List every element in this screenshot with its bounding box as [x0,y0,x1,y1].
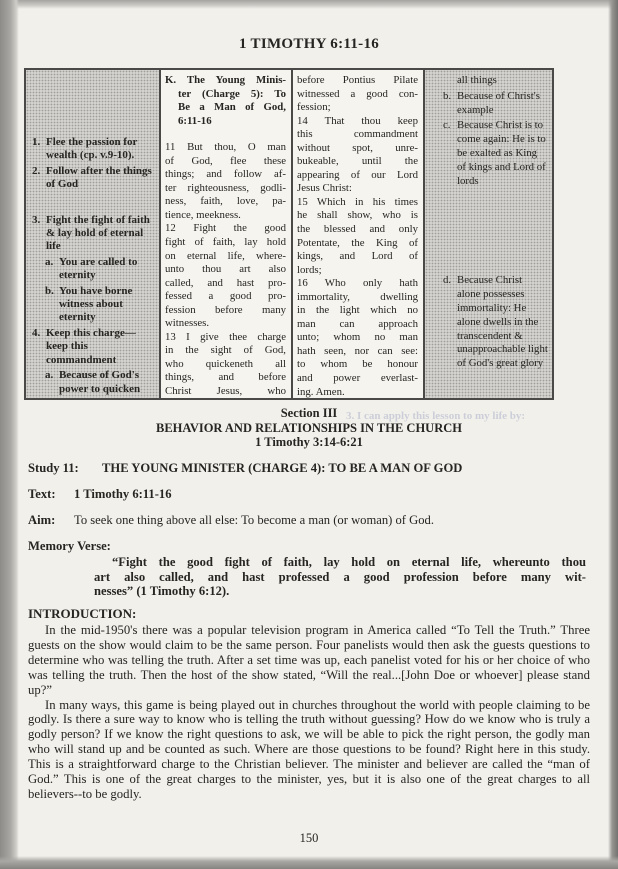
aim-label: Aim: [28,513,56,527]
text-line: man can approach [297,317,418,330]
outline-marker: 4. [32,326,41,339]
section-number: Section III [280,406,338,420]
text-line: of God, flee these [165,154,286,167]
text-line: Be a Man of God, [178,101,286,114]
text-line: ing. Amen. [297,385,345,398]
memory-verse-quote [94,555,586,599]
text-line: called, and hast pro- [165,276,286,289]
aim-value: To seek one thing above all else: To become a man (or woman) of God. [74,513,434,527]
text-line: witnessed a good con- [297,87,418,100]
outline-item [32,327,154,367]
outline-marker: b. [443,89,452,102]
page-number: 150 [299,831,319,845]
text-line: in the light which no [297,304,418,317]
text-line: “Fight the good fight of faith, lay hold on eternal life, whereunto thou [112,555,586,569]
scripture-outline-table [24,68,554,400]
outline-marker: c. [443,119,451,132]
text-row [28,487,591,502]
outline-text: Because Christ alone possesses immortality: He alone dwells in the transcendent & unapproachable light of God's great glory [457,274,548,370]
text-line: the blessed and only [297,223,418,236]
text-line: things; and follow af- [165,168,286,181]
outline-marker [443,74,457,88]
text-line: kings, and Lord of [297,250,418,263]
text-line: things, and before [165,371,286,384]
memory-verse-label: Memory Verse: [28,539,111,553]
text-line: this commandment [297,128,418,141]
outline-item [430,74,548,88]
text-line: tience, meekness. [165,208,241,221]
text-line: in the sight of God, [165,344,286,357]
outline-text: Flee the passion for wealth (cp. v.9-10). [46,136,138,162]
outline-text: Fight the fight of faith & lay hold of eternal life [46,213,150,253]
text-line: who quickeneth all [165,357,286,370]
introduction-paragraphs [28,623,590,802]
outline-item [430,90,548,118]
section-title: BEHAVIOR AND RELATIONSHIPS IN THE CHURCH [156,420,462,435]
introduction-heading: INTRODUCTION: [28,606,137,621]
outline-marker: a. [45,369,54,382]
outline-item [32,165,154,192]
text-line: 15 Which in his times [297,195,418,208]
text-line: and power everlast- [297,372,418,385]
text-line: bukeable, until the [297,155,418,168]
scripture-verses-11-13 [165,141,286,398]
text-line: hath seen, nor can see: [297,344,418,357]
text-line: lords; [297,263,322,276]
outline-text: Because of God's power to quicken [59,369,141,395]
outline-marker: 1. [32,136,41,148]
outline-right-column [425,70,552,398]
text-line: immortality, dwelling [297,290,418,303]
outline-item [430,119,548,188]
text-line: on eternal life, where- [165,249,286,262]
section-reference: 1 Timothy 3:14-6:21 [255,435,363,449]
text-line: ness, faith, love, pa- [165,195,286,208]
page-title: 1 TIMOTHY 6:11-16 [238,36,380,52]
memory-verse-row [28,539,591,554]
text-line: he shall show, who is [297,209,418,222]
scripture-column-2 [293,70,425,398]
bleedthrough-text: 3. I can apply this lesson to my life by: [346,410,526,422]
outline-text: Because Christ is to come again: He is to be exalted as King of kings and Lord of lords [457,119,546,187]
outline-item [32,369,154,396]
text-line: without spot, unre- [297,141,418,154]
study-row [28,461,591,476]
scan-edge-bottom [0,856,618,869]
outline-marker: 2. [32,164,41,177]
text-line: 13 I give thee charge [165,330,286,343]
study-title: THE YOUNG MINISTER (CHARGE 4): TO BE A MAN OF GOD [102,461,463,475]
outline-text: all things [457,74,497,86]
text-line: ter (Charge 5): To [178,87,286,100]
text-line: unto; whom no man [297,331,418,344]
aim-row [28,513,591,528]
text-line: 16 Who only hath [297,277,418,290]
text-line: Christ Jesus, who [165,385,286,398]
text-value: 1 Timothy 6:11-16 [74,487,172,501]
outline-marker: d. [443,274,452,287]
outline-marker: a. [45,255,54,268]
outline-item [32,214,154,254]
text-line: art also called, and hast professed a good profession before many wit- [94,569,586,584]
outline-text: You have borne witness about eternity [59,284,133,324]
text-line: fession; [297,101,331,114]
outline-marker: 3. [32,213,41,226]
outline-left-column [26,70,161,398]
intro-paragraph: In many ways, this game is being played out in churches throughout the world with people claiming to be godly. Is there a sure way to know who is telling the truth without guessing? How do we know who is truly a godly person? If we know the right questions to ask, we will be able to pick the right person, the godly man who will stand up and be counted as such. Where are those questions to be found? Right here in this study. This is a straightforward charge to the Christian believer. The minister and believer are called the “man of God.” This is one of the great charges to the minister, yes, but it is also one of the great charges to all believers--to be godly. [28,697,590,801]
study-label: Study 11: [28,461,79,475]
outline-text: You are called to eternity [59,255,138,282]
text-line: witnesses. [165,317,210,330]
study-block [28,461,591,599]
text-line: ter righteousness, godli- [165,181,286,194]
outline-item [32,256,154,283]
text-line: to whom be honour [297,358,418,371]
section-heading [0,406,618,450]
outline-marker: b. [45,284,54,297]
scripture-column-1 [161,70,293,398]
text-line: fession before many [165,303,286,316]
text-line: 11 But thou, O man [165,141,286,154]
scan-edge-top [0,0,618,9]
text-line: nesses” (1 Timothy 6:12). [94,584,230,599]
text-line: before Pontius Pilate [297,74,418,86]
text-line: fight of faith, lay hold [165,236,286,249]
text-line: unto thou art also [165,263,286,276]
text-line: 6:11-16 [178,114,212,127]
outline-text: Keep this charge—keep this commandment [46,326,136,366]
introduction-block [28,606,590,802]
text-line: K. The Young Minis- [165,74,286,86]
text-label: Text: [28,487,56,501]
text-line: fessed a good pro- [165,290,286,303]
outline-text: Follow after the things of God [46,164,152,191]
intro-paragraph: In the mid-1950's there was a popular television program in America called “To Tell the Truth.” Three guests on the show would claim to be the same person. Four panelists would then ask the guests questions to determine who was telling the truth. After a set time was up, each panelist voted for his or her choice of who was telling the truth. Then the host of the show stated, “Will the real...[John Doe or whoever] please stand up?” [28,623,590,697]
outline-item [430,274,548,371]
scripture-heading [165,74,286,128]
outline-text: Because of Christ's example [457,89,540,116]
text-line: 12 Fight the good [165,222,286,235]
text-line: appearing of our Lord [297,168,418,181]
outline-item [32,136,154,163]
outline-item [32,285,154,325]
text-line: 14 That thou keep [297,114,418,127]
text-line: Potentate, the King of [297,236,418,249]
text-line: Jesus Christ: [297,182,352,195]
